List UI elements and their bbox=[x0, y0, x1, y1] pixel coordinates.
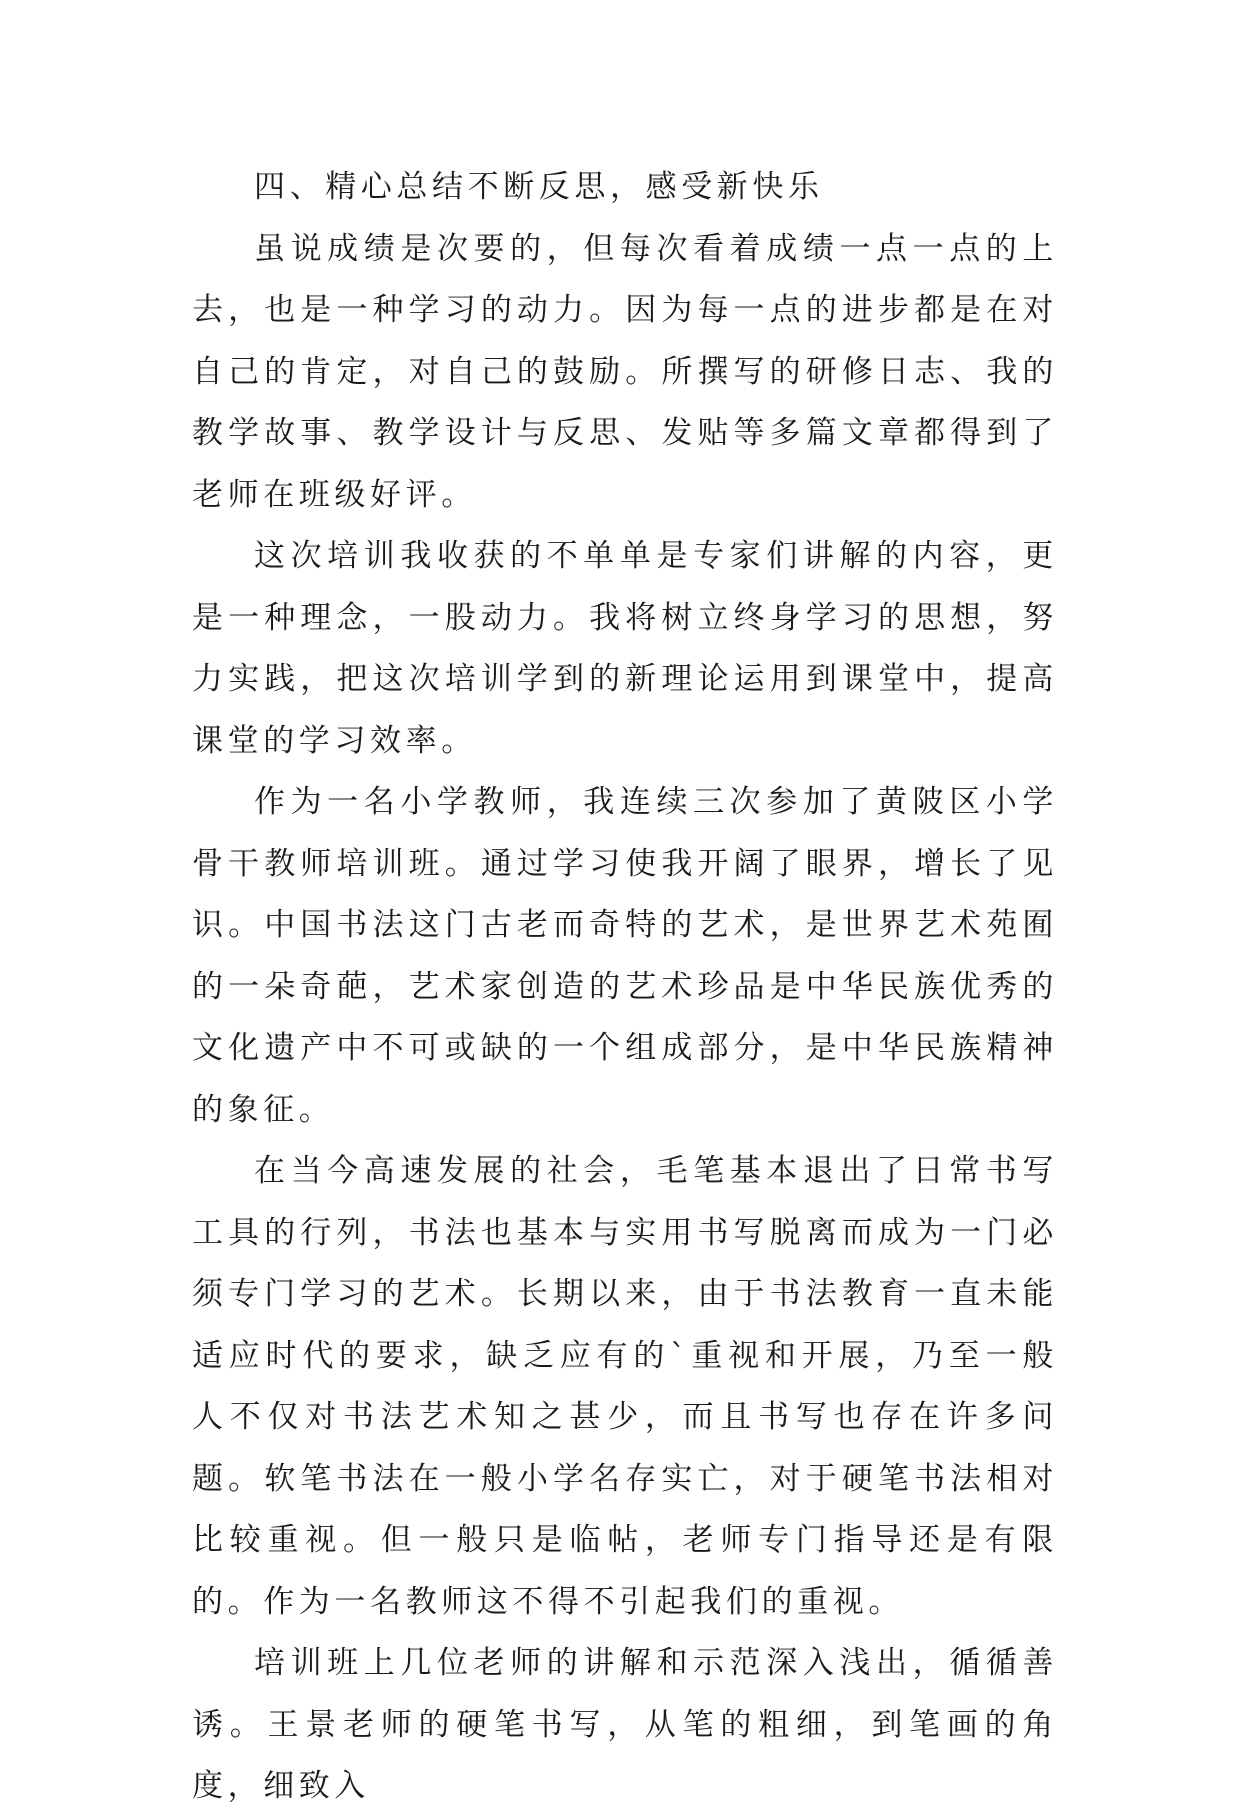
paragraph-teachers: 培训班上几位老师的讲解和示范深入浅出，循循善诱。王景老师的硬笔书写，从笔的粗细，到笔画的角度，细致入 bbox=[192, 1645, 1058, 1804]
paragraph-training-gains: 这次培训我收获的不单单是专家们讲解的内容，更是一种理念，一股动力。我将树立终身学习的思想，努力实践，把这次培训学到的新理论运用到课堂中，提高课堂的学习效率。 bbox=[192, 538, 1058, 759]
paragraph-calligraphy-status: 在当今高速发展的社会，毛笔基本退出了日常书写工具的行列，书法也基本与实用书写脱离而成为一门必须专门学习的艺术。长期以来，由于书法教育一直未能适应时代的要求，缺乏应有的`重视和开展，乃至一般人不仅对书法艺术知之甚少，而且书写也存在许多问题。软笔书法在一般小学名存实亡，对于硬笔书法相对比较重视。但一般只是临帖，老师专门指导还是有限的。作为一名教师这不得不引起我们的重视。 bbox=[192, 1153, 1058, 1620]
document-body bbox=[192, 157, 1058, 1818]
section-heading: 四、精心总结不断反思，感受新快乐 bbox=[254, 169, 824, 205]
paragraph-calligraphy-intro: 作为一名小学教师，我连续三次参加了黄陂区小学骨干教师培训班。通过学习使我开阔了眼界，增长了见识。中国书法这门古老而奇特的艺术，是世界艺术苑囿的一朵奇葩，艺术家创造的艺术珍品是中华民族优秀的文化遗产中不可或缺的一个组成部分，是中华民族精神的象征。 bbox=[192, 784, 1058, 1128]
paragraph-achievement: 虽说成绩是次要的，但每次看着成绩一点一点的上去，也是一种学习的动力。因为每一点的进步都是在对自己的肯定，对自己的鼓励。所撰写的研修日志、我的教学故事、教学设计与反思、发贴等多篇文章都得到了老师在班级好评。 bbox=[192, 230, 1058, 513]
